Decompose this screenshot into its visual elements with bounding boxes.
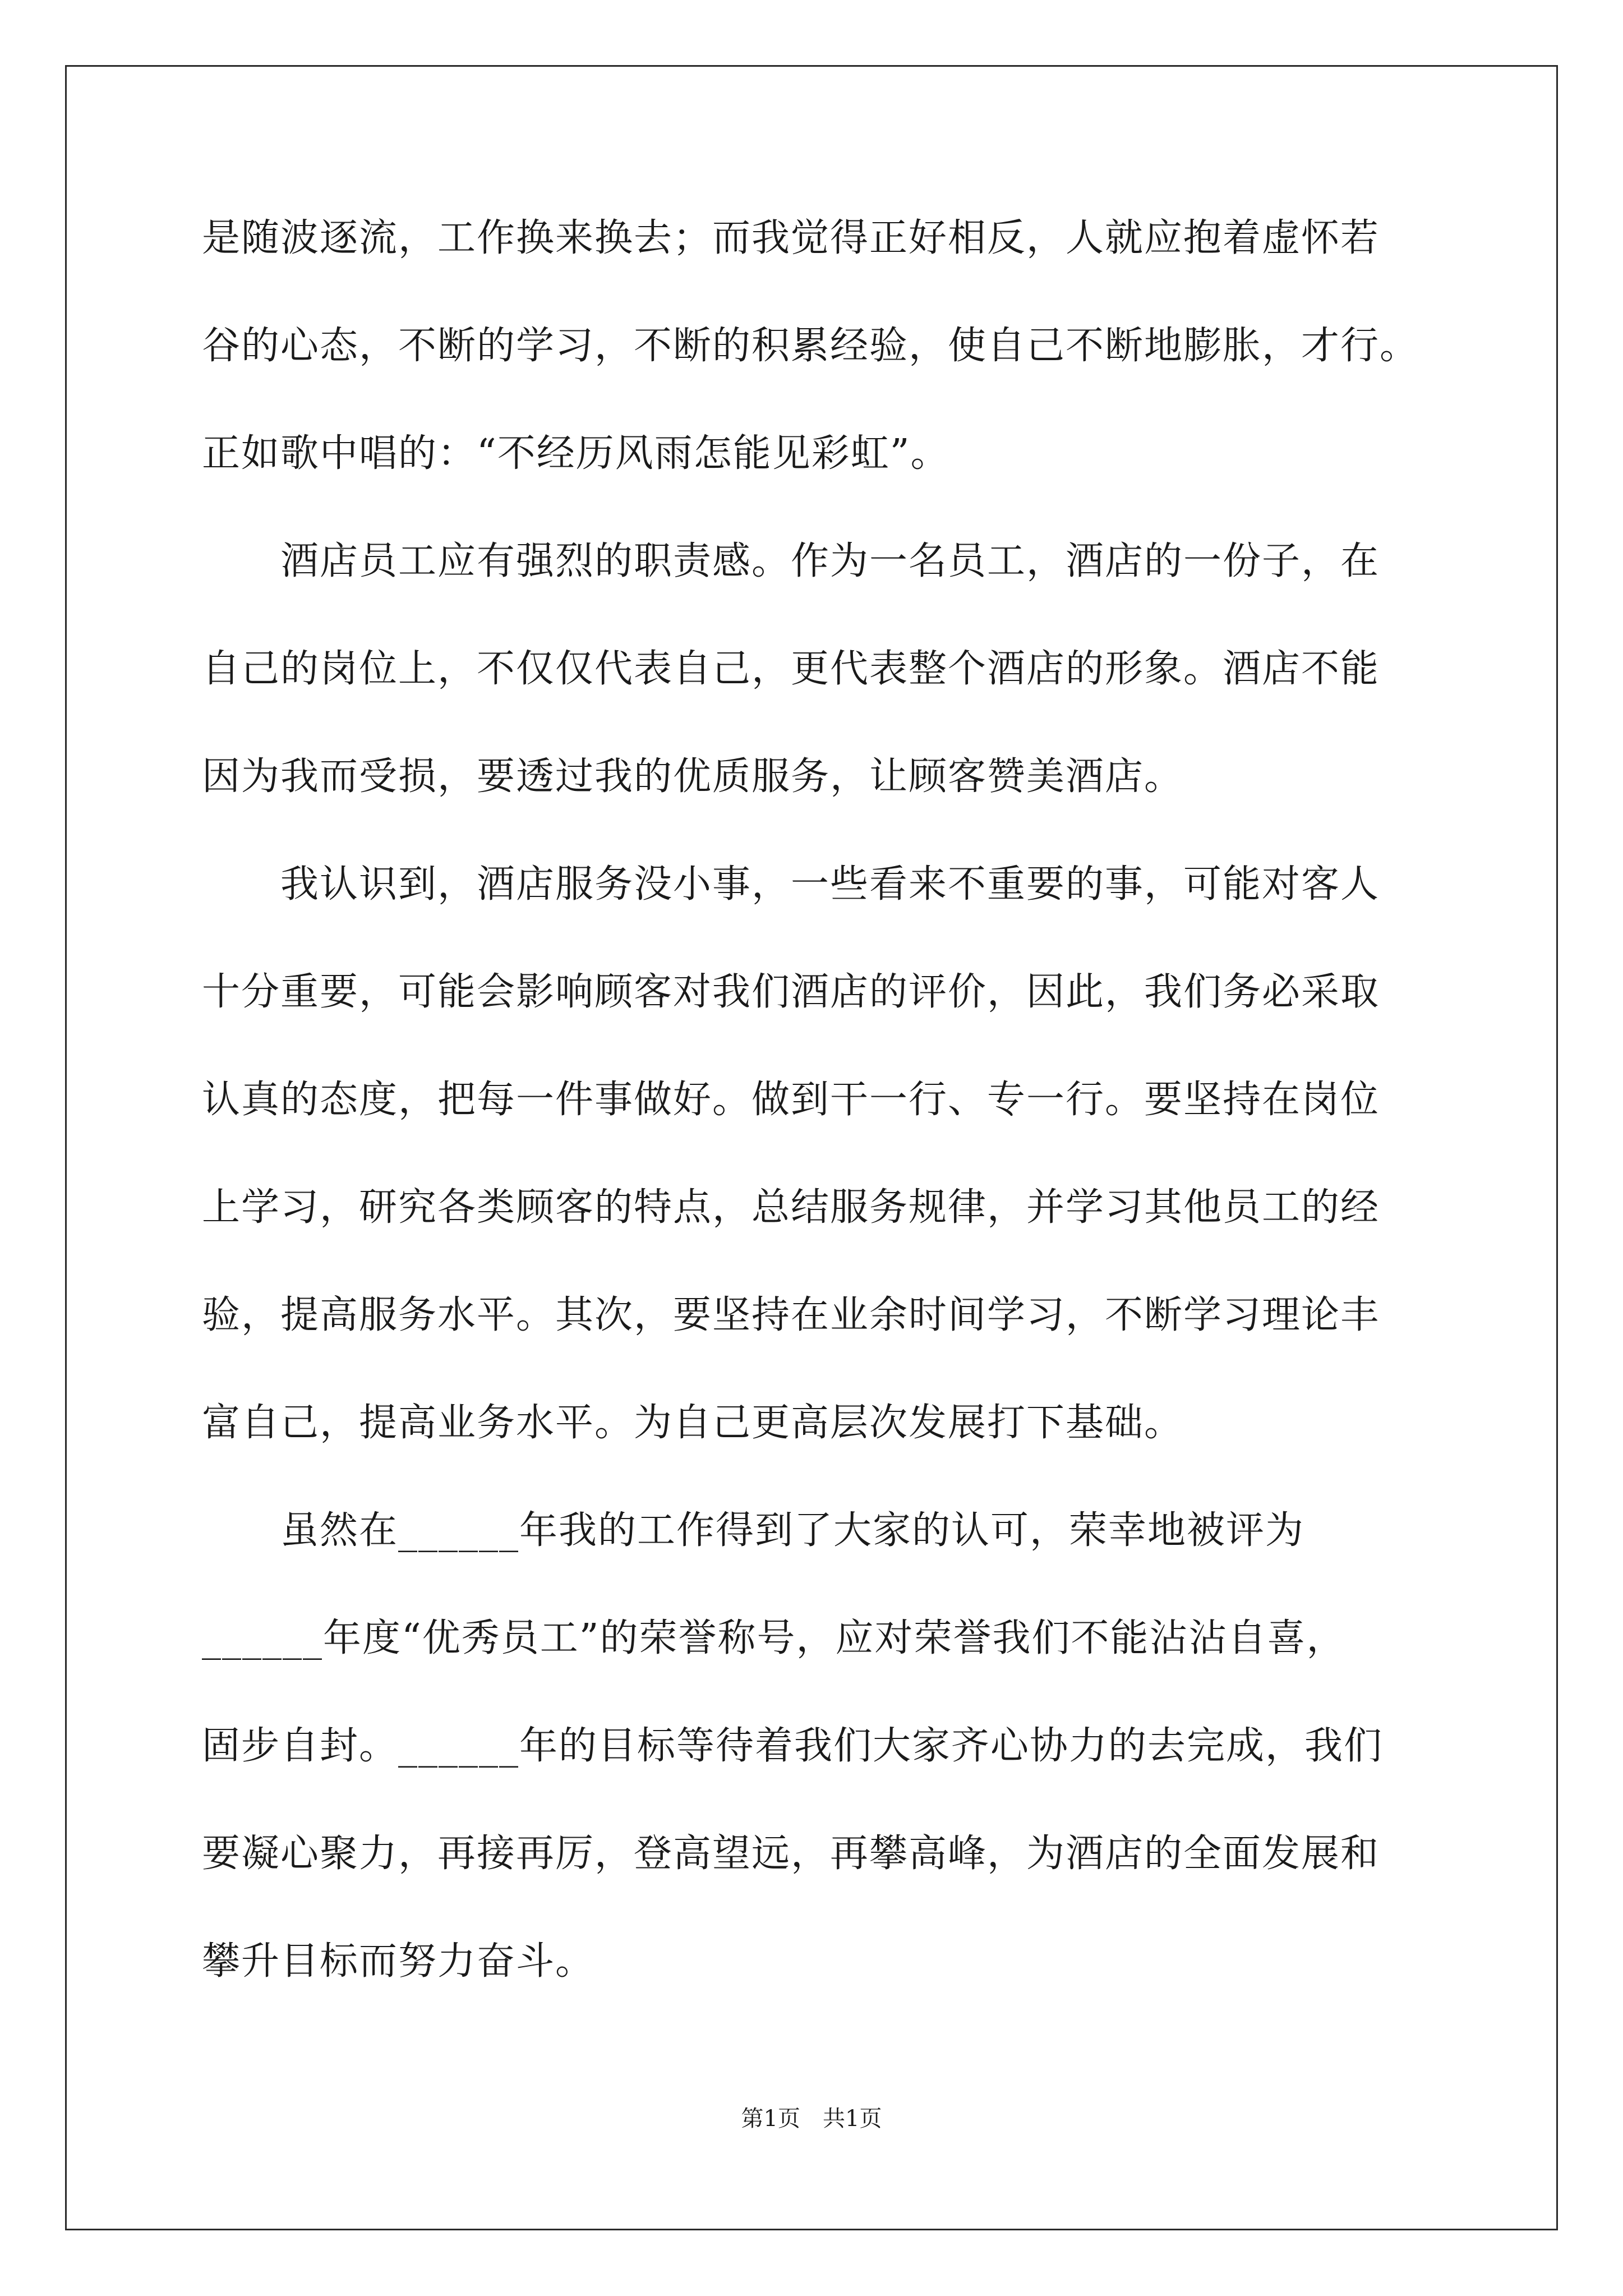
text-line: 是随波逐流，工作换来换去；而我觉得正好相反，人就应抱着虚怀若 — [202, 216, 1380, 260]
text-line: ______年度“优秀员工”的荣誉称号，应对荣誉我们不能沾沾自喜， — [202, 1616, 1346, 1660]
page-number-footer: 第1页 共1页 — [741, 2106, 882, 2132]
text-line: 正如歌中唱的：“不经历风雨怎能见彩虹”。 — [202, 431, 950, 476]
text-line: 因为我而受损，要透过我的优质服务，让顾客赞美酒店。 — [202, 754, 1184, 799]
text-line: 谷的心态，不断的学习，不断的积累经验，使自己不断地膨胀，才行。 — [202, 324, 1419, 368]
text-line: 酒店员工应有强烈的职责感。作为一名员工，酒店的一份子，在 — [202, 539, 1380, 583]
text-line: 攀升目标而努力奋斗。 — [202, 1939, 595, 1984]
text-line: 富自己，提高业务水平。为自己更高层次发展打下基础。 — [202, 1401, 1184, 1445]
document-body — [202, 216, 1447, 2047]
text-line: 要凝心聚力，再接再厉，登高望远，再攀高峰，为酒店的全面发展和 — [202, 1832, 1380, 1876]
text-line: 认真的态度，把每一件事做好。做到干一行、专一行。要坚持在岗位 — [202, 1078, 1380, 1122]
text-line: 自己的岗位上，不仅仅代表自己，更代表整个酒店的形象。酒店不能 — [202, 647, 1380, 691]
text-line: 十分重要，可能会影响顾客对我们酒店的评价，因此，我们务必采取 — [202, 970, 1380, 1014]
text-line: 验，提高服务水平。其次，要坚持在业余时间学习，不断学习理论丰 — [202, 1293, 1380, 1337]
text-line: 虽然在______年我的工作得到了大家的认可，荣幸地被评为 — [202, 1508, 1305, 1553]
text-line: 我认识到，酒店服务没小事，一些看来不重要的事，可能对客人 — [202, 862, 1380, 907]
text-line: 固步自封。______年的目标等待着我们大家齐心协力的去完成，我们 — [202, 1724, 1384, 1768]
text-line: 上学习，研究各类顾客的特点，总结服务规律，并学习其他员工的经 — [202, 1185, 1380, 1230]
